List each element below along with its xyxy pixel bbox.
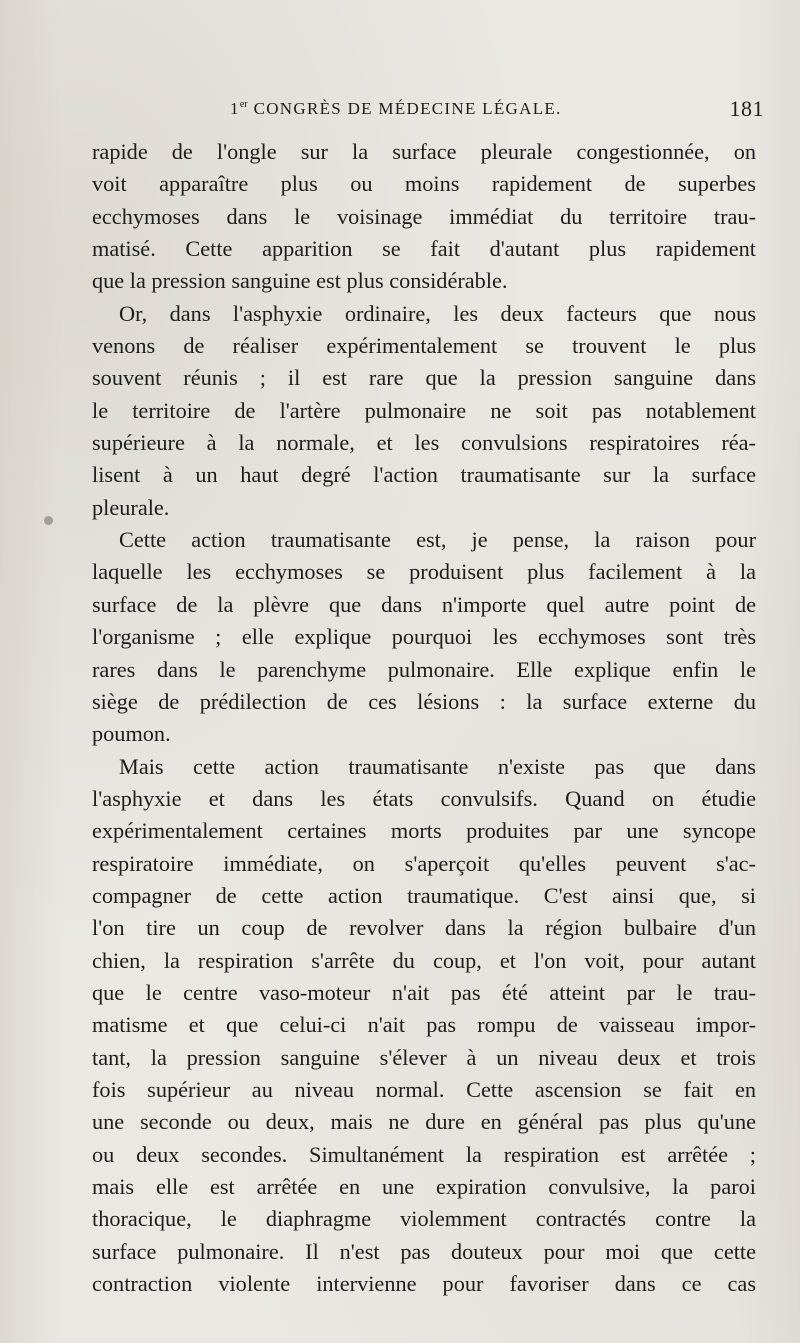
text-line: laquelle les ecchymoses se produisent plus facilement à la bbox=[92, 559, 756, 585]
running-title-text: CONGRÈS DE MÉDECINE LÉGALE. bbox=[253, 99, 562, 118]
text-line: ou deux secondes. Simultanément la respiration est arrêtée ; bbox=[92, 1141, 756, 1167]
page-number: 181 bbox=[729, 96, 764, 121]
text-line: siège de prédilection de ces lésions : la surface externe du bbox=[92, 688, 756, 714]
text-line: supérieure à la normale, et les convulsions respiratoires réa- bbox=[92, 430, 756, 456]
paragraph-start-line: Cette action traumatisante est, je pense, la raison pour bbox=[119, 527, 756, 553]
body-text bbox=[92, 136, 756, 1300]
text-line: fois supérieur au niveau normal. Cette ascension se fait en bbox=[92, 1076, 756, 1102]
text-line: une seconde ou deux, mais ne dure en général pas plus qu'une bbox=[92, 1109, 756, 1135]
text-line: tant, la pression sanguine s'élever à un niveau deux et trois bbox=[92, 1044, 756, 1070]
text-line: l'organisme ; elle explique pourquoi les ecchymoses sont très bbox=[92, 624, 756, 650]
running-head bbox=[92, 92, 764, 128]
ordinal-number: 1 bbox=[230, 99, 240, 118]
text-line: surface de la plèvre que dans n'importe quel autre point de bbox=[92, 591, 756, 617]
ordinal-suffix: er bbox=[239, 99, 248, 111]
text-line: que la pression sanguine est plus considérable. bbox=[92, 268, 508, 294]
text-line: chien, la respiration s'arrête du coup, et l'on voit, pour autant bbox=[92, 947, 756, 973]
text-line: l'asphyxie et dans les états convulsifs. Quand on étudie bbox=[92, 785, 756, 811]
text-line: respiratoire immédiate, on s'aperçoit qu'elles peuvent s'ac- bbox=[92, 850, 756, 876]
text-line: mais elle est arrêtée en une expiration convulsive, la paroi bbox=[92, 1174, 756, 1199]
text-line: que le centre vaso-moteur n'ait pas été atteint par le trau- bbox=[92, 979, 756, 1005]
text-line: rapide de l'ongle sur la surface pleurale congestionnée, on bbox=[92, 139, 756, 164]
text-line: matisme et que celui-ci n'ait pas rompu de vaisseau impor- bbox=[92, 1012, 756, 1038]
text-line: matisé. Cette apparition se fait d'autant plus rapidement bbox=[92, 236, 756, 262]
paragraph-start-line: Mais cette action traumatisante n'existe pas que dans bbox=[119, 753, 756, 779]
text-line: expérimentalement certaines morts produites par une syncope bbox=[92, 818, 756, 844]
text-line: thoracique, le diaphragme violemment contractés contre la bbox=[92, 1206, 756, 1232]
margin-ink-mark bbox=[44, 516, 53, 525]
text-line: venons de réaliser expérimentalement se trouvent le plus bbox=[92, 333, 756, 359]
text-line: le territoire de l'artère pulmonaire ne soit pas notablement bbox=[92, 397, 756, 423]
running-title bbox=[230, 99, 562, 119]
text-line: voit apparaître plus ou moins rapidement de superbes bbox=[92, 171, 756, 197]
text-line: contraction violente intervienne pour favoriser dans ce cas bbox=[92, 1271, 756, 1297]
text-line: rares dans le parenchyme pulmonaire. Elle explique enfin le bbox=[92, 656, 756, 682]
text-line: surface pulmonaire. Il n'est pas douteux pour moi que cette bbox=[92, 1238, 756, 1264]
text-line: lisent à un haut degré l'action traumatisante sur la surface bbox=[92, 462, 756, 488]
text-line: poumon. bbox=[92, 721, 171, 747]
text-line: l'on tire un coup de revolver dans la région bulbaire d'un bbox=[92, 915, 756, 941]
text-line: compagner de cette action traumatique. C'est ainsi que, si bbox=[92, 882, 756, 908]
paragraph-start-line: Or, dans l'asphyxie ordinaire, les deux facteurs que nous bbox=[119, 300, 756, 326]
text-line: pleurale. bbox=[92, 494, 170, 520]
text-line: souvent réunis ; il est rare que la pression sanguine dans bbox=[92, 365, 756, 391]
text-line: ecchymoses dans le voisinage immédiat du territoire trau- bbox=[92, 203, 756, 229]
